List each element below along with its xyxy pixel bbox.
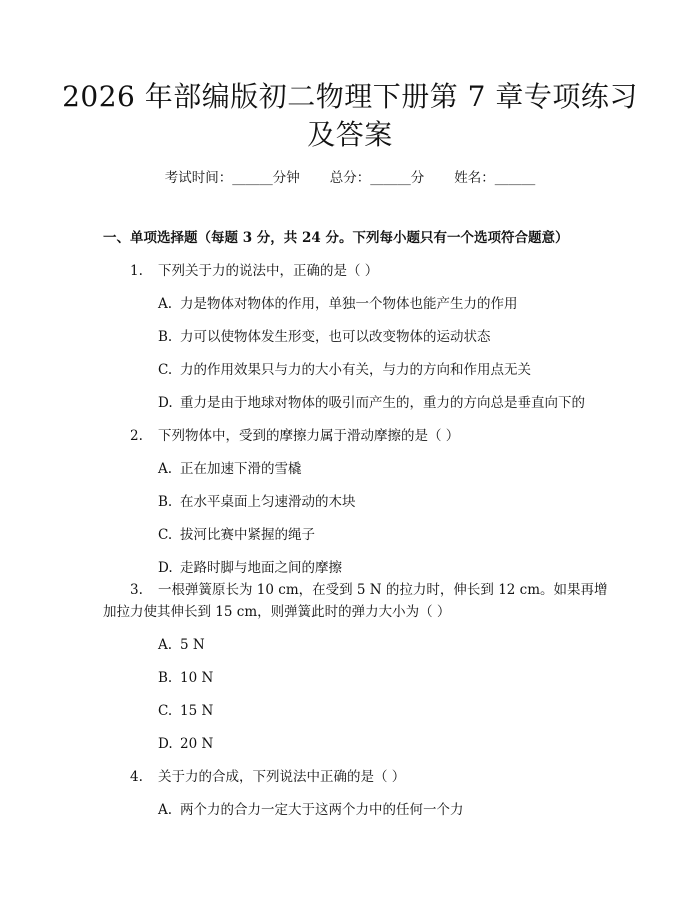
option-2d — [158, 559, 342, 577]
option-text: 两个力的合力一定大于这两个力中的任何一个力 — [180, 802, 464, 818]
document-title — [60, 78, 640, 154]
option-3b — [158, 669, 213, 687]
option-letter: D. — [158, 395, 173, 411]
option-text: 力可以使物体发生形变，也可以改变物体的运动状态 — [180, 329, 491, 345]
option-text: 重力是由于地球对物体的吸引而产生的，重力的方向总是垂直向下的 — [180, 395, 585, 411]
title-line-2: 及答案 — [307, 118, 393, 151]
option-2c — [158, 526, 315, 544]
option-letter: B. — [158, 329, 173, 345]
option-letter: D. — [158, 560, 173, 576]
option-3d — [158, 735, 213, 753]
option-3c — [158, 702, 213, 720]
title-line-1: 2026 年部编版初二物理下册第 7 章专项练习 — [62, 80, 638, 113]
option-text: 拔河比赛中紧握的绳子 — [180, 527, 315, 543]
question-2 — [130, 427, 459, 445]
student-name-field: 姓名：______ — [454, 170, 536, 186]
option-text: 在水平桌面上匀速滑动的木块 — [180, 494, 356, 510]
question-4 — [130, 768, 405, 786]
exam-meta — [0, 169, 700, 187]
question-number: 3. — [130, 582, 143, 598]
option-3a — [158, 636, 205, 654]
option-letter: B. — [158, 670, 173, 686]
option-text: 走路时脚与地面之间的摩擦 — [180, 560, 342, 576]
option-text: 正在加速下滑的雪橇 — [180, 461, 302, 477]
question-stem-line-1: 一根弹簧原长为 10 cm，在受到 5 N 的拉力时，伸长到 12 cm。如果再增 — [158, 582, 608, 598]
option-letter: D. — [158, 736, 173, 752]
option-letter: A. — [158, 637, 173, 653]
question-number: 4. — [130, 769, 143, 785]
exam-time-field: 考试时间：______分钟 — [164, 170, 300, 186]
option-1b — [158, 328, 491, 346]
question-stem: 下列物体中，受到的摩擦力属于滑动摩擦的是（ ） — [158, 428, 460, 444]
option-letter: B. — [158, 494, 173, 510]
question-stem: 关于力的合成，下列说法中正确的是（ ） — [158, 769, 406, 785]
option-1d — [158, 394, 585, 412]
option-2b — [158, 493, 356, 511]
option-letter: A. — [158, 461, 173, 477]
option-text: 5 N — [180, 637, 205, 653]
option-text: 20 N — [180, 736, 214, 752]
section-heading: 一、单项选择题（每题 3 分，共 24 分。下列每小题只有一个选项符合题意） — [103, 230, 569, 246]
total-score-field: 总分：______分 — [329, 170, 425, 186]
option-letter: A. — [158, 296, 173, 312]
option-text: 15 N — [180, 703, 214, 719]
option-text: 10 N — [180, 670, 214, 686]
question-number: 2. — [130, 428, 143, 444]
option-text: 力的作用效果只与力的大小有关，与力的方向和作用点无关 — [180, 362, 531, 378]
option-1c — [158, 361, 531, 379]
option-1a — [158, 295, 518, 313]
option-4a — [158, 801, 464, 819]
question-3-continued — [103, 603, 450, 621]
question-1 — [130, 262, 378, 280]
question-3 — [130, 581, 608, 599]
option-2a — [158, 460, 302, 478]
option-letter: C. — [158, 703, 173, 719]
question-stem: 下列关于力的说法中，正确的是（ ） — [158, 263, 379, 279]
question-stem-line-2: 加拉力使其伸长到 15 cm，则弹簧此时的弹力大小为（ ） — [103, 604, 451, 620]
question-number: 1. — [130, 263, 143, 279]
option-letter: C. — [158, 362, 173, 378]
option-letter: A. — [158, 802, 173, 818]
option-text: 力是物体对物体的作用，单独一个物体也能产生力的作用 — [180, 296, 518, 312]
option-letter: C. — [158, 527, 173, 543]
